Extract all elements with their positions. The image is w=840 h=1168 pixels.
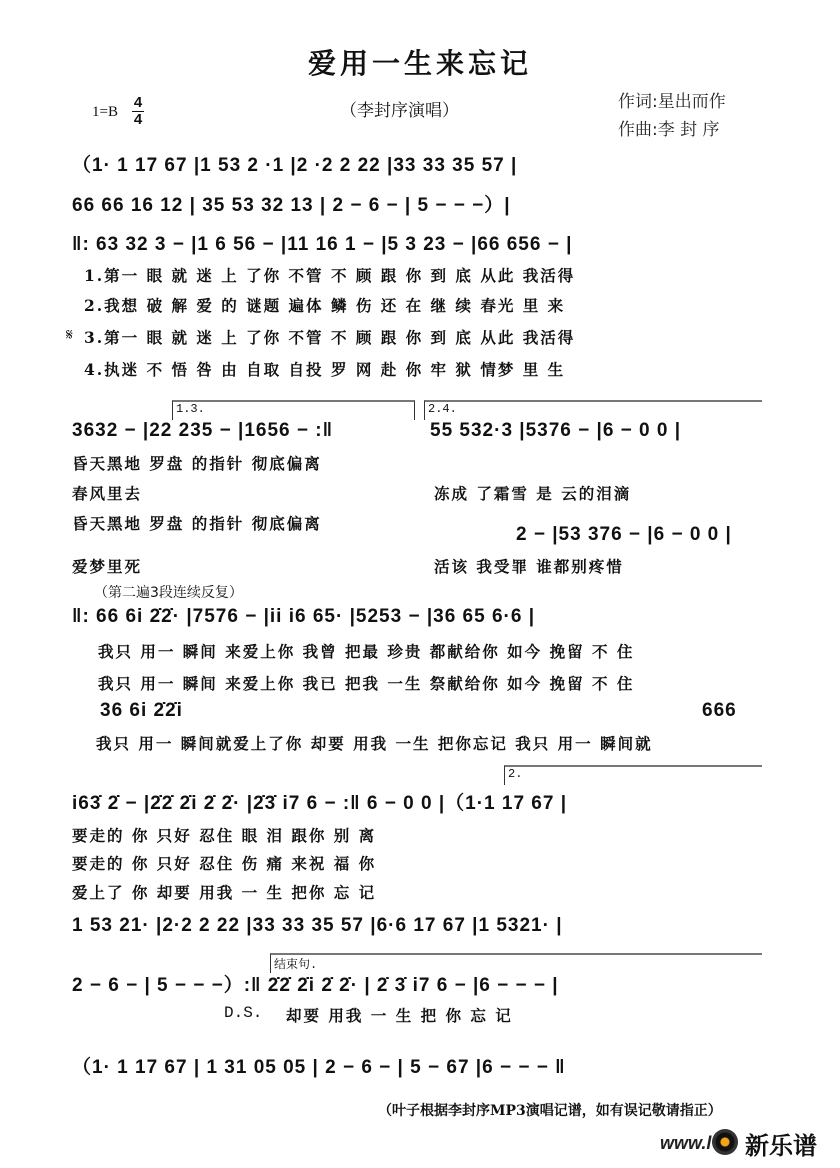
segno-icon: 𝄋 bbox=[66, 325, 73, 344]
notation-row-verse-end-c: 2 − |53 376 − |6 − 0 0 | bbox=[516, 524, 732, 545]
watermark-url: www.l bbox=[660, 1133, 712, 1153]
time-signature bbox=[132, 96, 144, 127]
lyric-verse-2: 2.我想 破 解 爱 的 谜题 遍体 鳞 伤 还 在 继 续 春光 里 来 bbox=[84, 296, 566, 315]
volta-2: 2. bbox=[504, 765, 762, 785]
time-signature-top: 4 bbox=[133, 94, 143, 111]
notation-row-verse-end-b: 55 532·3 |5376 − |6 − 0 0 | bbox=[430, 420, 682, 441]
lyricist-credit: 作词:星出而作 bbox=[618, 92, 726, 112]
lyric-verse-end-3: 昏天黑地 罗盘 的指针 彻底偏离 bbox=[72, 514, 322, 533]
key-signature: 1=B bbox=[92, 104, 118, 120]
lyric-verse-end-b-1: 冻成 了霜雪 是 云的泪滴 bbox=[434, 484, 632, 503]
coda-bracket: 结束句. bbox=[270, 953, 762, 973]
lyric-chorus-1: 我只 用一 瞬间 来爱上你 我曾 把最 珍贵 都献给你 如今 挽留 不 住 bbox=[98, 642, 635, 661]
time-signature-bottom: 4 bbox=[133, 111, 143, 128]
song-title: 爱用一生来忘记 bbox=[307, 47, 532, 80]
lyric-verse-end-b-2: 活该 我受罪 谁都别疼惜 bbox=[434, 557, 624, 576]
lyric-verse-3: 3.第一 眼 就 迷 上 了你 不管 不 顾 跟 你 到 底 从此 我活得 bbox=[84, 328, 576, 347]
lyric-verse-end-4: 爱梦里死 bbox=[72, 557, 143, 576]
volta-1-3: 1.3. bbox=[172, 400, 415, 420]
lyric-verse-4: 4.执迷 不 悟 咎 由 自取 自投 罗 网 赴 你 牢 狱 情梦 里 生 bbox=[84, 360, 566, 379]
lyric-verse-end-2: 春风里去 bbox=[72, 484, 143, 503]
lyric-chorus-b-3: 爱上了 你 却要 用我 一 生 把你 忘 记 bbox=[72, 883, 377, 902]
notation-row-interlude-2: 2 − 6 − | 5 − − −）:‖ 2̇2̇ 2̇i 2̇ 2̇· | 2̇ 3̇ i7 6 − |6 − − − | bbox=[72, 975, 559, 996]
notation-row-outro: （1· 1 17 67 | 1 31 05 05 | 2 − 6 − | 5 − 67 |6 − − − ‖ bbox=[72, 1057, 566, 1078]
singer-credit: （李封序演唱） bbox=[340, 101, 459, 121]
notation-row-intro-1: （1· 1 17 67 |1 53 2 ·1 |2 ·2 2 22 |33 33 35 57 | bbox=[72, 155, 518, 176]
dal-segno-marking: D.S. bbox=[224, 1004, 263, 1022]
lyric-chorus-b-2: 要走的 你 只好 忍住 伤 痛 来祝 福 你 bbox=[72, 854, 377, 873]
composer-credit: 作曲:李 封 序 bbox=[618, 120, 720, 140]
volta-2-4: 2.4. bbox=[424, 400, 762, 420]
notation-row-chorus-3: i63̇ 2̇ − |2̇2̇ 2̇i 2̇ 2̇· |2̇3̇ i7 6 − :‖ 6 − 0 0 |（1·1 17 67 | bbox=[72, 793, 568, 814]
lyric-chorus-2: 我只 用一 瞬间 来爱上你 我已 把我 一生 祭献给你 如今 挽留 不 住 bbox=[98, 674, 635, 693]
watermark-site-name: 新乐谱 bbox=[745, 1132, 817, 1160]
notation-row-chorus-alt-end: 666 bbox=[702, 700, 737, 721]
lyric-ending: 却要 用我 一 生 把 你 忘 记 bbox=[286, 1006, 513, 1025]
credits bbox=[618, 88, 726, 144]
vinyl-record-icon bbox=[712, 1129, 738, 1155]
lyric-chorus-3: 我只 用一 瞬间就爱上了你 却要 用我 一生 把你忘记 我只 用一 瞬间就 bbox=[96, 734, 653, 753]
lyric-chorus-b-1: 要走的 你 只好 忍住 眼 泪 跟你 别 离 bbox=[72, 826, 377, 845]
notation-row-intro-2: 66 66 16 12 | 35 53 32 13 | 2 − 6 − | 5 − − −）| bbox=[72, 195, 511, 216]
notation-row-chorus-alt: 36 6i 2̇2̇i bbox=[100, 700, 183, 721]
lyric-verse-end-1: 昏天黑地 罗盘 的指针 彻底偏离 bbox=[72, 454, 322, 473]
lyric-verse-1: 1.第一 眼 就 迷 上 了你 不管 不 顾 跟 你 到 底 从此 我活得 bbox=[84, 266, 576, 285]
notation-row-verse-end-a: 3632 − |22 235 − |1656 − :‖ bbox=[72, 420, 334, 441]
notation-row-interlude-1: 1 53 21· |2·2 2 22 |33 33 35 57 |6·6 17 67 |1 5321· | bbox=[72, 915, 563, 936]
repeat-instruction: （第二遍3段连续反复） bbox=[94, 585, 243, 601]
transcription-note: （叶子根据李封序MP3演唱记谱，如有误记敬请指正） bbox=[378, 1103, 722, 1119]
notation-row-chorus-1: ‖: 66 6i 2̇2̇· |7576 − |ii i6 65· |5253 − |36 65 6·6 | bbox=[72, 606, 536, 627]
notation-row-verse-1: ‖: 63 32 3 − |1 6 56 − |11 16 1 − |5 3 23 − |66 656 − | bbox=[72, 234, 573, 255]
